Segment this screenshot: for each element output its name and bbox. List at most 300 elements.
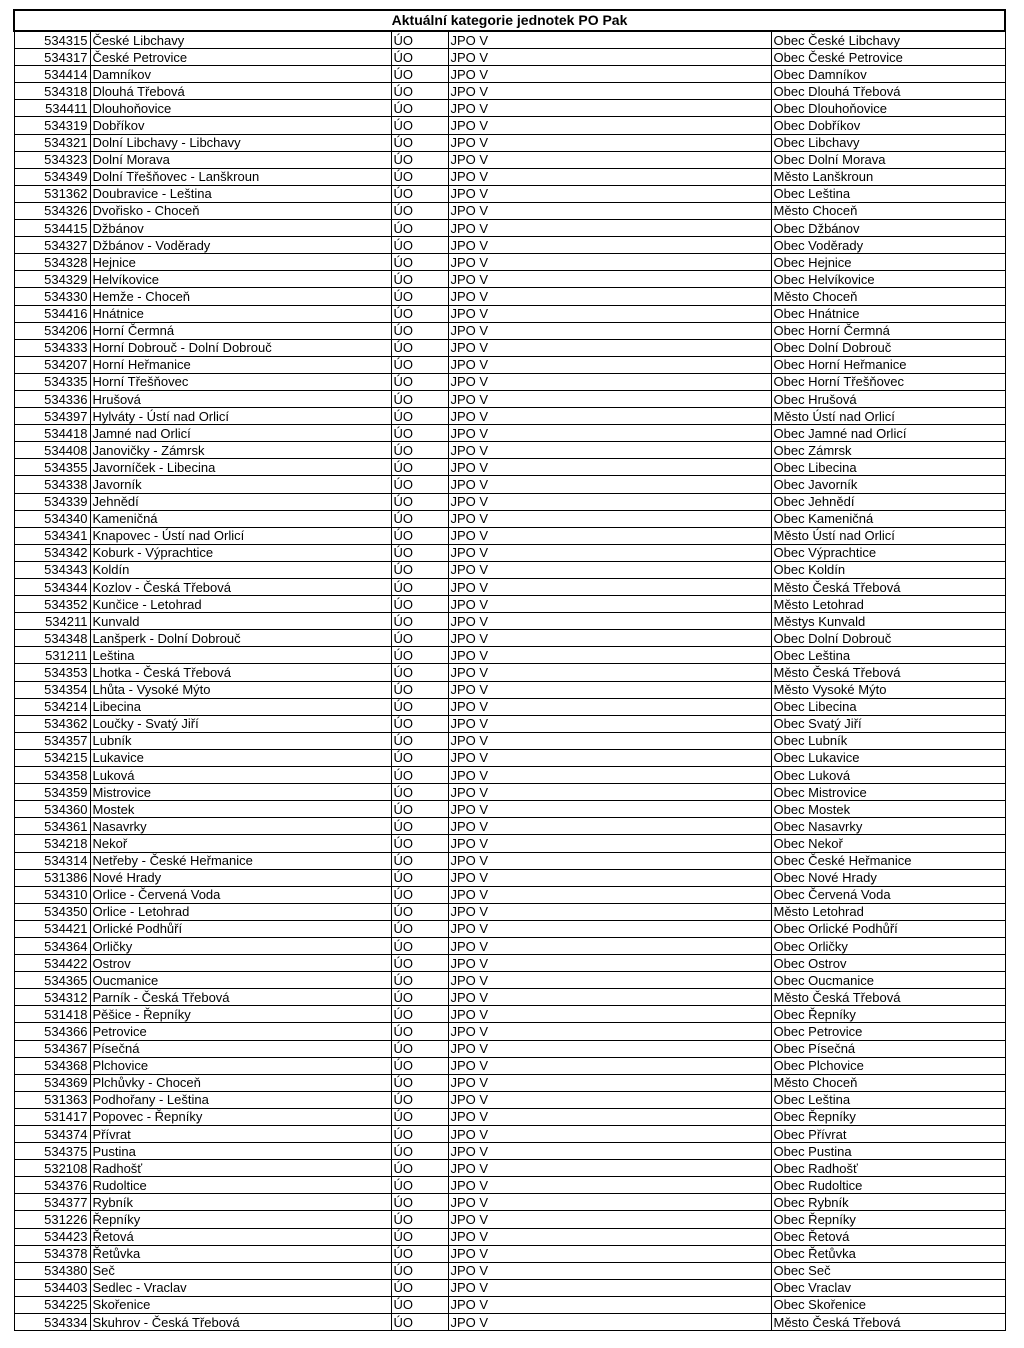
unit-name-cell: Leština (90, 647, 391, 664)
unit-code-cell: 534317 (14, 49, 90, 66)
jpo-category-cell: JPO V (448, 955, 771, 972)
unit-code-cell: 534368 (14, 1057, 90, 1074)
unit-name-cell: Hejnice (90, 254, 391, 271)
unit-name-cell: Jehnědí (90, 493, 391, 510)
jpo-category-cell: JPO V (448, 835, 771, 852)
founder-municipality-cell: Obec Džbánov (771, 220, 1005, 237)
unit-code-cell: 534214 (14, 698, 90, 715)
jpo-category-cell: JPO V (448, 83, 771, 100)
jpo-category-cell: JPO V (448, 903, 771, 920)
unit-type-cell: ÚO (391, 715, 448, 732)
unit-code-cell: 534359 (14, 784, 90, 801)
unit-type-cell: ÚO (391, 459, 448, 476)
unit-type-cell: ÚO (391, 1160, 448, 1177)
founder-municipality-cell: Město Letohrad (771, 903, 1005, 920)
unit-name-cell: Lubník (90, 732, 391, 749)
table-row (14, 305, 1005, 322)
unit-name-cell: Horní Třešňovec (90, 373, 391, 390)
unit-type-cell: ÚO (391, 561, 448, 578)
unit-type-cell: ÚO (391, 664, 448, 681)
unit-type-cell: ÚO (391, 527, 448, 544)
founder-municipality-cell: Město Česká Třebová (771, 989, 1005, 1006)
unit-name-cell: Řepníky (90, 1211, 391, 1228)
founder-municipality-cell: Město Choceň (771, 1074, 1005, 1091)
founder-municipality-cell: Obec Hrušová (771, 390, 1005, 407)
unit-code-cell: 531418 (14, 1006, 90, 1023)
jpo-category-cell: JPO V (448, 886, 771, 903)
unit-type-cell: ÚO (391, 955, 448, 972)
jpo-category-cell: JPO V (448, 989, 771, 1006)
unit-type-cell: ÚO (391, 972, 448, 989)
table-row (14, 1143, 1005, 1160)
founder-municipality-cell: Město Letohrad (771, 596, 1005, 613)
unit-code-cell: 534362 (14, 715, 90, 732)
table-row (14, 544, 1005, 561)
unit-type-cell: ÚO (391, 390, 448, 407)
unit-code-cell: 534312 (14, 989, 90, 1006)
jpo-category-cell: JPO V (448, 1074, 771, 1091)
founder-municipality-cell: Město Ústí nad Orlicí (771, 527, 1005, 544)
jpo-category-cell: JPO V (448, 613, 771, 630)
founder-municipality-cell: Město Choceň (771, 202, 1005, 219)
founder-municipality-cell: Obec Dlouhoňovice (771, 100, 1005, 117)
unit-code-cell: 531362 (14, 185, 90, 202)
jpo-category-cell: JPO V (448, 1006, 771, 1023)
table-row (14, 220, 1005, 237)
table-row (14, 715, 1005, 732)
unit-name-cell: Mistrovice (90, 784, 391, 801)
table-title: Aktuální kategorie jednotek PO Pak (14, 10, 1005, 31)
founder-municipality-cell: Obec Červená Voda (771, 886, 1005, 903)
unit-name-cell: Rybník (90, 1194, 391, 1211)
table-row (14, 1279, 1005, 1296)
unit-code-cell: 531363 (14, 1091, 90, 1108)
table-row (14, 1091, 1005, 1108)
unit-type-cell: ÚO (391, 596, 448, 613)
table-row (14, 254, 1005, 271)
unit-type-cell: ÚO (391, 1262, 448, 1279)
founder-municipality-cell: Obec České Petrovice (771, 49, 1005, 66)
table-row (14, 185, 1005, 202)
unit-code-cell: 534369 (14, 1074, 90, 1091)
unit-name-cell: Skořenice (90, 1296, 391, 1313)
unit-code-cell: 531417 (14, 1108, 90, 1125)
table-row (14, 972, 1005, 989)
jpo-category-cell: JPO V (448, 527, 771, 544)
jpo-category-cell: JPO V (448, 1108, 771, 1125)
founder-municipality-cell: Obec Nasavrky (771, 818, 1005, 835)
founder-municipality-cell: Obec České Heřmanice (771, 852, 1005, 869)
table-row (14, 920, 1005, 937)
unit-type-cell: ÚO (391, 1211, 448, 1228)
unit-name-cell: Ostrov (90, 955, 391, 972)
jpo-category-cell: JPO V (448, 1143, 771, 1160)
jpo-category-cell: JPO V (448, 937, 771, 954)
table-row (14, 1040, 1005, 1057)
jpo-category-cell: JPO V (448, 305, 771, 322)
unit-type-cell: ÚO (391, 835, 448, 852)
unit-code-cell: 534207 (14, 356, 90, 373)
unit-code-cell: 534225 (14, 1296, 90, 1313)
table-row (14, 1296, 1005, 1313)
unit-code-cell: 534333 (14, 339, 90, 356)
founder-municipality-cell: Obec Horní Čermná (771, 322, 1005, 339)
jpo-category-cell: JPO V (448, 442, 771, 459)
table-row (14, 852, 1005, 869)
unit-code-cell: 534338 (14, 476, 90, 493)
founder-municipality-cell: Městys Kunvald (771, 613, 1005, 630)
jpo-category-cell: JPO V (448, 681, 771, 698)
unit-type-cell: ÚO (391, 818, 448, 835)
unit-type-cell: ÚO (391, 886, 448, 903)
unit-type-cell: ÚO (391, 1074, 448, 1091)
founder-municipality-cell: Město Vysoké Mýto (771, 681, 1005, 698)
table-row (14, 459, 1005, 476)
jpo-category-cell: JPO V (448, 1245, 771, 1262)
table-row (14, 749, 1005, 766)
unit-type-cell: ÚO (391, 903, 448, 920)
unit-type-cell: ÚO (391, 83, 448, 100)
unit-type-cell: ÚO (391, 442, 448, 459)
unit-code-cell: 534357 (14, 732, 90, 749)
founder-municipality-cell: Obec Jehnědí (771, 493, 1005, 510)
unit-type-cell: ÚO (391, 749, 448, 766)
unit-code-cell: 534376 (14, 1177, 90, 1194)
founder-municipality-cell: Obec Ostrov (771, 955, 1005, 972)
founder-municipality-cell: Obec Řepníky (771, 1211, 1005, 1228)
jpo-category-cell: JPO V (448, 561, 771, 578)
jpo-category-cell: JPO V (448, 1091, 771, 1108)
unit-code-cell: 534380 (14, 1262, 90, 1279)
table-row (14, 989, 1005, 1006)
jpo-category-cell: JPO V (448, 185, 771, 202)
unit-name-cell: Rudoltice (90, 1177, 391, 1194)
founder-municipality-cell: Obec Horní Heřmanice (771, 356, 1005, 373)
founder-municipality-cell: Obec Nové Hrady (771, 869, 1005, 886)
unit-name-cell: Džbánov (90, 220, 391, 237)
founder-municipality-cell: Město Česká Třebová (771, 1314, 1005, 1331)
table-row (14, 493, 1005, 510)
unit-type-cell: ÚO (391, 920, 448, 937)
unit-code-cell: 534321 (14, 134, 90, 151)
jpo-category-cell: JPO V (448, 698, 771, 715)
jpo-category-cell: JPO V (448, 1126, 771, 1143)
founder-municipality-cell: Obec Luková (771, 767, 1005, 784)
unit-name-cell: Horní Čermná (90, 322, 391, 339)
unit-code-cell: 534358 (14, 767, 90, 784)
table-row (14, 339, 1005, 356)
unit-code-cell: 534323 (14, 151, 90, 168)
founder-municipality-cell: Obec Libecina (771, 459, 1005, 476)
jpo-category-cell: JPO V (448, 664, 771, 681)
founder-municipality-cell: Město Česká Třebová (771, 664, 1005, 681)
unit-name-cell: Nasavrky (90, 818, 391, 835)
unit-name-cell: Hemže - Choceň (90, 288, 391, 305)
unit-code-cell: 534422 (14, 955, 90, 972)
table-row (14, 767, 1005, 784)
unit-type-cell: ÚO (391, 544, 448, 561)
unit-name-cell: Libecina (90, 698, 391, 715)
unit-name-cell: České Libchavy (90, 31, 391, 49)
unit-type-cell: ÚO (391, 66, 448, 83)
table-row (14, 1177, 1005, 1194)
unit-name-cell: Dlouhá Třebová (90, 83, 391, 100)
jpo-category-cell: JPO V (448, 151, 771, 168)
table-row (14, 561, 1005, 578)
unit-code-cell: 534423 (14, 1228, 90, 1245)
table-row (14, 698, 1005, 715)
unit-code-cell: 534416 (14, 305, 90, 322)
table-row (14, 886, 1005, 903)
unit-code-cell: 534206 (14, 322, 90, 339)
unit-type-cell: ÚO (391, 579, 448, 596)
unit-name-cell: Podhořany - Leština (90, 1091, 391, 1108)
founder-municipality-cell: Obec Svatý Jiří (771, 715, 1005, 732)
founder-municipality-cell: Obec Seč (771, 1262, 1005, 1279)
unit-name-cell: Dvořisko - Choceň (90, 202, 391, 219)
founder-municipality-cell: Obec Damníkov (771, 66, 1005, 83)
unit-category-table (13, 9, 1006, 1331)
unit-code-cell: 534340 (14, 510, 90, 527)
table-row (14, 100, 1005, 117)
unit-code-cell: 531386 (14, 869, 90, 886)
table-header-row (14, 10, 1005, 31)
table-row (14, 1006, 1005, 1023)
unit-type-cell: ÚO (391, 237, 448, 254)
founder-municipality-cell: Obec Helvíkovice (771, 271, 1005, 288)
jpo-category-cell: JPO V (448, 425, 771, 442)
table-row (14, 732, 1005, 749)
unit-type-cell: ÚO (391, 31, 448, 49)
unit-code-cell: 534366 (14, 1023, 90, 1040)
table-row (14, 869, 1005, 886)
unit-type-cell: ÚO (391, 185, 448, 202)
jpo-category-cell: JPO V (448, 322, 771, 339)
unit-name-cell: Javorník (90, 476, 391, 493)
unit-name-cell: Orličky (90, 937, 391, 954)
founder-municipality-cell: Obec Hejnice (771, 254, 1005, 271)
unit-name-cell: Koburk - Výprachtice (90, 544, 391, 561)
unit-code-cell: 534328 (14, 254, 90, 271)
unit-code-cell: 534334 (14, 1314, 90, 1331)
unit-name-cell: České Petrovice (90, 49, 391, 66)
unit-name-cell: Petrovice (90, 1023, 391, 1040)
table-row (14, 527, 1005, 544)
founder-municipality-cell: Obec Rudoltice (771, 1177, 1005, 1194)
table-row (14, 647, 1005, 664)
unit-type-cell: ÚO (391, 647, 448, 664)
jpo-category-cell: JPO V (448, 1177, 771, 1194)
table-row (14, 579, 1005, 596)
unit-code-cell: 534414 (14, 66, 90, 83)
jpo-category-cell: JPO V (448, 390, 771, 407)
unit-name-cell: Džbánov - Voděrady (90, 237, 391, 254)
founder-municipality-cell: Obec Kameničná (771, 510, 1005, 527)
founder-municipality-cell: Obec Plchovice (771, 1057, 1005, 1074)
unit-code-cell: 534367 (14, 1040, 90, 1057)
founder-municipality-cell: Obec Písečná (771, 1040, 1005, 1057)
jpo-category-cell: JPO V (448, 31, 771, 49)
table-row (14, 664, 1005, 681)
jpo-category-cell: JPO V (448, 408, 771, 425)
unit-code-cell: 534330 (14, 288, 90, 305)
founder-municipality-cell: Obec Lukavice (771, 749, 1005, 766)
unit-code-cell: 534374 (14, 1126, 90, 1143)
unit-name-cell: Parník - Česká Třebová (90, 989, 391, 1006)
unit-name-cell: Hylváty - Ústí nad Orlicí (90, 408, 391, 425)
jpo-category-cell: JPO V (448, 117, 771, 134)
founder-municipality-cell: Město Lanškroun (771, 168, 1005, 185)
founder-municipality-cell: Obec Přívrat (771, 1126, 1005, 1143)
unit-code-cell: 534342 (14, 544, 90, 561)
table-row (14, 1108, 1005, 1125)
unit-code-cell: 534218 (14, 835, 90, 852)
unit-type-cell: ÚO (391, 339, 448, 356)
table-row (14, 801, 1005, 818)
unit-code-cell: 534327 (14, 237, 90, 254)
table-row (14, 1126, 1005, 1143)
unit-name-cell: Horní Dobrouč - Dolní Dobrouč (90, 339, 391, 356)
unit-type-cell: ÚO (391, 151, 448, 168)
unit-code-cell: 534319 (14, 117, 90, 134)
unit-type-cell: ÚO (391, 288, 448, 305)
table-row (14, 1262, 1005, 1279)
jpo-category-cell: JPO V (448, 767, 771, 784)
unit-type-cell: ÚO (391, 49, 448, 66)
founder-municipality-cell: Obec Rybník (771, 1194, 1005, 1211)
unit-code-cell: 534350 (14, 903, 90, 920)
unit-name-cell: Kunvald (90, 613, 391, 630)
founder-municipality-cell: Obec Řetová (771, 1228, 1005, 1245)
unit-code-cell: 534364 (14, 937, 90, 954)
table-row (14, 818, 1005, 835)
jpo-category-cell: JPO V (448, 579, 771, 596)
unit-code-cell: 534361 (14, 818, 90, 835)
unit-name-cell: Kameničná (90, 510, 391, 527)
unit-code-cell: 534377 (14, 1194, 90, 1211)
table-row (14, 681, 1005, 698)
founder-municipality-cell: Obec Libchavy (771, 134, 1005, 151)
unit-type-cell: ÚO (391, 732, 448, 749)
jpo-category-cell: JPO V (448, 732, 771, 749)
unit-code-cell: 534341 (14, 527, 90, 544)
jpo-category-cell: JPO V (448, 647, 771, 664)
jpo-category-cell: JPO V (448, 852, 771, 869)
unit-type-cell: ÚO (391, 100, 448, 117)
unit-name-cell: Orlice - Letohrad (90, 903, 391, 920)
unit-type-cell: ÚO (391, 271, 448, 288)
table-row (14, 66, 1005, 83)
unit-name-cell: Řetůvka (90, 1245, 391, 1262)
unit-code-cell: 534352 (14, 596, 90, 613)
unit-name-cell: Dolní Morava (90, 151, 391, 168)
jpo-category-cell: JPO V (448, 749, 771, 766)
unit-type-cell: ÚO (391, 784, 448, 801)
founder-municipality-cell: Obec Dolní Dobrouč (771, 630, 1005, 647)
unit-type-cell: ÚO (391, 1040, 448, 1057)
unit-code-cell: 534418 (14, 425, 90, 442)
table-row (14, 425, 1005, 442)
table-row (14, 596, 1005, 613)
jpo-category-cell: JPO V (448, 373, 771, 390)
founder-municipality-cell: Obec Dlouhá Třebová (771, 83, 1005, 100)
unit-name-cell: Jamné nad Orlicí (90, 425, 391, 442)
unit-name-cell: Sedlec - Vraclav (90, 1279, 391, 1296)
unit-code-cell: 531226 (14, 1211, 90, 1228)
unit-code-cell: 534349 (14, 168, 90, 185)
unit-type-cell: ÚO (391, 134, 448, 151)
unit-code-cell: 534397 (14, 408, 90, 425)
unit-type-cell: ÚO (391, 476, 448, 493)
founder-municipality-cell: Obec Řepníky (771, 1108, 1005, 1125)
jpo-category-cell: JPO V (448, 356, 771, 373)
table-row (14, 903, 1005, 920)
unit-code-cell: 534348 (14, 630, 90, 647)
unit-name-cell: Doubravice - Leština (90, 185, 391, 202)
unit-type-cell: ÚO (391, 168, 448, 185)
table-row (14, 356, 1005, 373)
table-row (14, 1228, 1005, 1245)
jpo-category-cell: JPO V (448, 288, 771, 305)
unit-code-cell: 534355 (14, 459, 90, 476)
unit-name-cell: Řetová (90, 1228, 391, 1245)
unit-code-cell: 534335 (14, 373, 90, 390)
jpo-category-cell: JPO V (448, 630, 771, 647)
jpo-category-cell: JPO V (448, 1314, 771, 1331)
unit-code-cell: 534408 (14, 442, 90, 459)
unit-code-cell: 534339 (14, 493, 90, 510)
unit-name-cell: Loučky - Svatý Jiří (90, 715, 391, 732)
unit-name-cell: Koldín (90, 561, 391, 578)
unit-code-cell: 534315 (14, 31, 90, 49)
unit-type-cell: ÚO (391, 117, 448, 134)
table-row (14, 237, 1005, 254)
unit-code-cell: 534326 (14, 202, 90, 219)
unit-name-cell: Orlické Podhůří (90, 920, 391, 937)
founder-municipality-cell: Obec Nekoř (771, 835, 1005, 852)
unit-type-cell: ÚO (391, 801, 448, 818)
unit-name-cell: Písečná (90, 1040, 391, 1057)
table-row (14, 151, 1005, 168)
founder-municipality-cell: Obec Orlické Podhůří (771, 920, 1005, 937)
unit-name-cell: Orlice - Červená Voda (90, 886, 391, 903)
unit-type-cell: ÚO (391, 1296, 448, 1313)
jpo-category-cell: JPO V (448, 271, 771, 288)
unit-type-cell: ÚO (391, 681, 448, 698)
founder-municipality-cell: Obec Oucmanice (771, 972, 1005, 989)
unit-type-cell: ÚO (391, 869, 448, 886)
unit-code-cell: 534378 (14, 1245, 90, 1262)
unit-type-cell: ÚO (391, 322, 448, 339)
unit-name-cell: Skuhrov - Česká Třebová (90, 1314, 391, 1331)
unit-name-cell: Plchovice (90, 1057, 391, 1074)
jpo-category-cell: JPO V (448, 1228, 771, 1245)
founder-municipality-cell: Obec Dolní Dobrouč (771, 339, 1005, 356)
table-row (14, 937, 1005, 954)
unit-type-cell: ÚO (391, 1126, 448, 1143)
founder-municipality-cell: Město Česká Třebová (771, 579, 1005, 596)
table-row (14, 1057, 1005, 1074)
unit-name-cell: Pěšice - Řepníky (90, 1006, 391, 1023)
unit-name-cell: Nové Hrady (90, 869, 391, 886)
unit-type-cell: ÚO (391, 493, 448, 510)
table-row (14, 134, 1005, 151)
unit-type-cell: ÚO (391, 852, 448, 869)
founder-municipality-cell: Obec Javorník (771, 476, 1005, 493)
founder-municipality-cell: Obec Dobříkov (771, 117, 1005, 134)
unit-name-cell: Lhotka - Česká Třebová (90, 664, 391, 681)
founder-municipality-cell: Město Choceň (771, 288, 1005, 305)
